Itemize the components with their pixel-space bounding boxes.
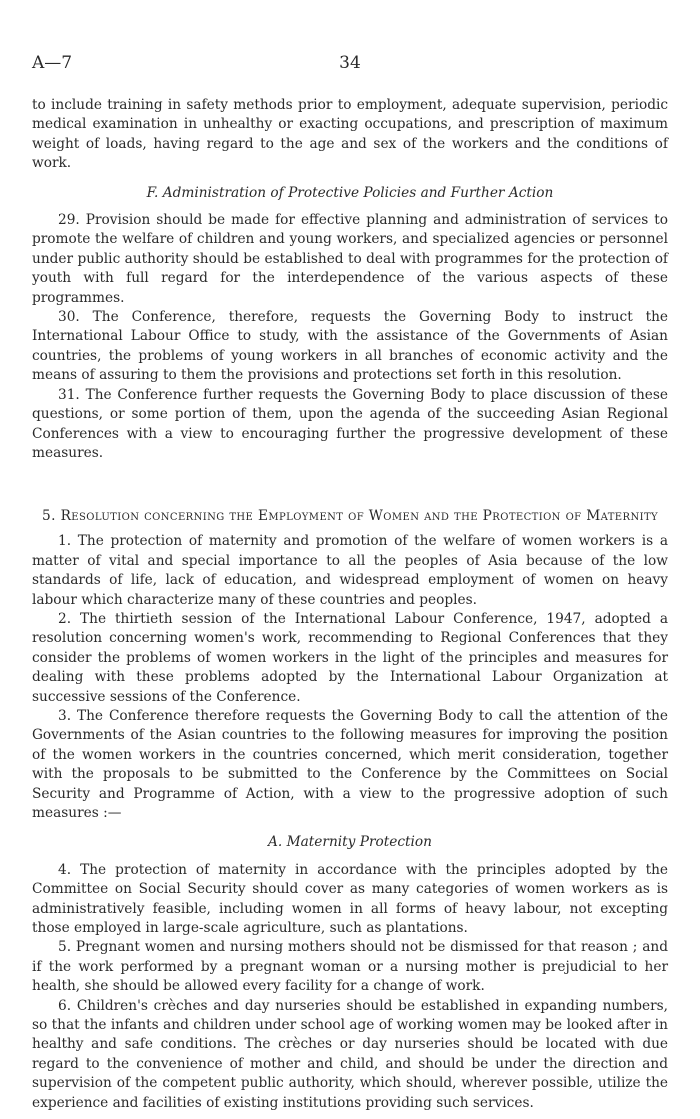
paragraph: 4. The protection of maternity in accordance with the principles adopted by the Committee on Social Security should cover as many categories of women workers as is administratively feasible, including women in all forms of heavy labour, not excepting those employed in large-scale agriculture, such as plantations. — [32, 861, 668, 937]
document-body — [32, 96, 668, 1113]
paragraph: 3. The Conference therefore requests the Governing Body to call the attention of the Governments of the Asian countries to the following measures for improving the position of the women workers in the countries concerned, which merit consideration, together with the proposals to be submitted to the Conference by the Committees on Social Security and Programme of Action, with a view to the progressive adoption of such measures :— — [32, 707, 668, 821]
page-number: 34 — [339, 53, 361, 73]
paragraph: 6. Children's crèches and day nurseries should be established in expanding numbers, so that the infants and children under school age of working women may be looked after in healthy and safe conditions. The crèches or day nurseries should be located with due regard to the convenience of mother and child, and should be under the direction and supervision of the competent public authority, which should, wherever possible, utilize the experience and facilities of existing institutions providing such services. — [32, 997, 668, 1111]
subsection-heading: A. Maternity Protection — [268, 834, 432, 851]
paragraph: 30. The Conference, therefore, requests the Governing Body to instruct the International Labour Office to study, with the assistance of the Governments of Asian countries, the problems of young workers in all branches of economic activity and the means of assuring to them the provisions and protections set forth in this resolution. — [32, 309, 668, 384]
document-code: A—7 — [32, 53, 73, 73]
paragraph: to include training in safety methods prior to employment, adequate supervision, periodic medical examination in unhealthy or exacting occupations, and prescription of maximum weight of loads, having regard to the age and sex of the workers and the conditions of work. — [32, 97, 668, 172]
resolution-heading: 5. Resolution concerning the Employment of Women and the Protection of Maternity — [41, 508, 659, 525]
subsection-heading: F. Administration of Protective Policies and Further Action — [146, 184, 554, 201]
page-header — [32, 54, 668, 76]
paragraph: 2. The thirtieth session of the International Labour Conference, 1947, adopted a resolution concerning women's work, recommending to Regional Conferences that they consider the problems of women workers in the light of the principles and measures for dealing with these problems adopted by the International Labour Organization at successive sessions of the Conference. — [32, 610, 668, 705]
paragraph: 1. The protection of maternity and promotion of the welfare of women workers is a matter of vital and special importance to all the peoples of Asia because of the low standards of life, lack of education, and widespread employment of women on heavy labour which characterize many of these countries and peoples. — [32, 533, 668, 608]
paragraph: 31. The Conference further requests the Governing Body to place discussion of these questions, or some portion of them, upon the agenda of the succeeding Asian Regional Conferences with a view to encouraging further the progressive development of these measures. — [32, 386, 668, 461]
paragraph: 29. Provision should be made for effective planning and administration of services to promote the welfare of children and young workers, and specialized agencies or personnel under public authority should be established to deal with programmes for the protection of youth with full regard for the interdependence of the various aspects of these programmes. — [32, 212, 668, 306]
paragraph: 5. Pregnant women and nursing mothers should not be dismissed for that reason ; and if the work performed by a pregnant woman or a nursing mother is prejudicial to her health, she should be allowed every facility for a change of work. — [32, 939, 668, 995]
